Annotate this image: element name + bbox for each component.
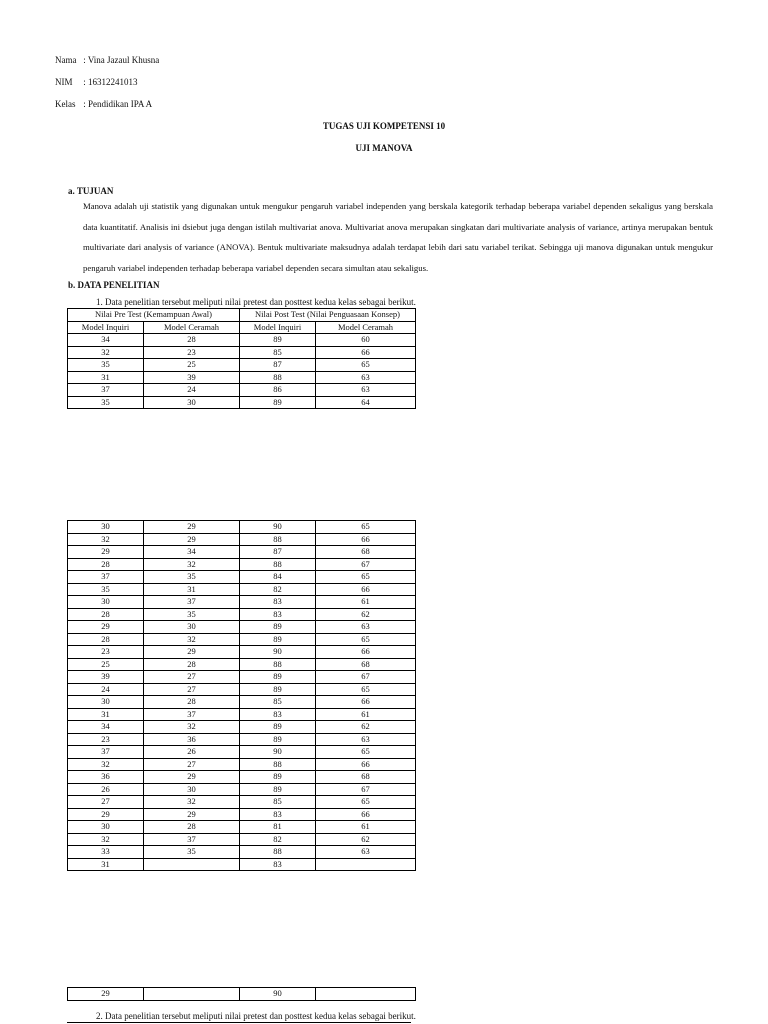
table-cell: 86 [240, 384, 316, 397]
table-cell: 66 [316, 758, 416, 771]
table-cell: 28 [144, 334, 240, 347]
table-cell: 89 [240, 733, 316, 746]
table-cell: 90 [240, 988, 316, 1001]
table-cell: 27 [68, 796, 144, 809]
table-cell: 30 [144, 783, 240, 796]
table-cell: 61 [316, 708, 416, 721]
table-cell: 37 [144, 708, 240, 721]
table-cell: 31 [68, 371, 144, 384]
table-cell: 89 [240, 721, 316, 734]
table-cell: 23 [144, 346, 240, 359]
table-cell: 29 [144, 771, 240, 784]
table-cell: 34 [144, 546, 240, 559]
table-cell: 32 [144, 796, 240, 809]
table-cell: 28 [144, 696, 240, 709]
table-cell: 84 [240, 571, 316, 584]
table-cell: 90 [240, 521, 316, 534]
table-cell: 29 [144, 521, 240, 534]
table-cell: 30 [144, 621, 240, 634]
table-cell: 63 [316, 384, 416, 397]
table-cell: 32 [68, 533, 144, 546]
table-cell [144, 858, 240, 871]
data-table-block-2 [67, 520, 416, 871]
table-row [68, 608, 416, 621]
table-cell: 33 [68, 846, 144, 859]
table-cell: 89 [240, 621, 316, 634]
table-cell: 26 [144, 746, 240, 759]
table-cell: 30 [68, 696, 144, 709]
table-cell: 24 [68, 683, 144, 696]
table-cell: 29 [144, 808, 240, 821]
table-row [68, 758, 416, 771]
table-row [68, 683, 416, 696]
table-cell: 89 [240, 671, 316, 684]
table-cell: 63 [316, 371, 416, 384]
table-cell: 32 [144, 558, 240, 571]
table-cell: 30 [68, 821, 144, 834]
table-cell: 65 [316, 683, 416, 696]
table-cell: 31 [68, 708, 144, 721]
table-cell: 27 [144, 758, 240, 771]
table-row [68, 621, 416, 634]
table-row [68, 771, 416, 784]
nama-value: : Vina Jazaul Khusna [83, 55, 160, 65]
table-cell: 32 [144, 633, 240, 646]
table-cell: 67 [316, 558, 416, 571]
table-row [68, 988, 416, 1001]
table-body [68, 334, 416, 409]
table-cell: 88 [240, 658, 316, 671]
section-b-item-2: 2. Data penelitian tersebut meliputi nilai pretest dan posttest kedua kelas sebagai berikut. [96, 1011, 416, 1021]
table-cell: 27 [144, 683, 240, 696]
table-cell: 37 [144, 596, 240, 609]
section-b-heading: b. DATA PENELITIAN [68, 280, 160, 290]
table-row [68, 359, 416, 372]
section-b-item-1: 1. Data penelitian tersebut meliputi nilai pretest dan posttest kedua kelas sebagai berikut. [96, 297, 416, 307]
table-cell: 63 [316, 846, 416, 859]
table-cell: 66 [316, 696, 416, 709]
table-cell: 35 [68, 359, 144, 372]
table-cell: 85 [240, 346, 316, 359]
table-cell: 90 [240, 646, 316, 659]
table-cell: 87 [240, 359, 316, 372]
table-row [68, 858, 416, 871]
table-cell: 29 [68, 621, 144, 634]
table-cell: 61 [316, 596, 416, 609]
page-title: TUGAS UJI KOMPETENSI 10 [322, 121, 446, 131]
table-row [68, 833, 416, 846]
table-row [68, 658, 416, 671]
table-cell: 88 [240, 371, 316, 384]
table-cell: 27 [144, 671, 240, 684]
posttest-group-header: Nilai Post Test (Nilai Penguasaan Konsep) [240, 309, 416, 322]
table-cell: 66 [316, 533, 416, 546]
table-cell: 37 [68, 571, 144, 584]
table-row [68, 846, 416, 859]
table-cell: 25 [68, 658, 144, 671]
table-cell: 68 [316, 658, 416, 671]
table-cell [316, 858, 416, 871]
table-cell: 35 [144, 846, 240, 859]
table-row [68, 583, 416, 596]
table-cell: 32 [144, 721, 240, 734]
table-cell [316, 988, 416, 1001]
table-cell: 28 [144, 658, 240, 671]
table-cell: 28 [68, 558, 144, 571]
table-row [68, 721, 416, 734]
table-cell: 36 [144, 733, 240, 746]
kelas-label: Kelas [55, 99, 76, 109]
nim-value: : 16312241013 [83, 77, 138, 87]
table-cell: 65 [316, 633, 416, 646]
table-cell: 65 [316, 796, 416, 809]
kelas-value: : Pendidikan IPA A [83, 99, 153, 109]
table-cell: 82 [240, 583, 316, 596]
table-cell: 32 [68, 758, 144, 771]
table-cell: 30 [68, 596, 144, 609]
identity-nama [55, 55, 159, 66]
table-cell: 83 [240, 858, 316, 871]
table-cell: 63 [316, 621, 416, 634]
table-cell: 29 [68, 808, 144, 821]
table-cell: 23 [68, 646, 144, 659]
pretest-group-header: Nilai Pre Test (Kemampuan Awal) [68, 309, 240, 322]
table-cell: 90 [240, 746, 316, 759]
table-cell: 35 [144, 571, 240, 584]
table-cell: 23 [68, 733, 144, 746]
table-cell: 25 [144, 359, 240, 372]
table-cell: 30 [68, 521, 144, 534]
table-row [68, 346, 416, 359]
table-cell: 88 [240, 558, 316, 571]
table-cell: 60 [316, 334, 416, 347]
table-cell [144, 988, 240, 1001]
table-row [68, 396, 416, 409]
table-cell: 61 [316, 821, 416, 834]
table-row [68, 334, 416, 347]
column-header: Model Inquiri [240, 321, 316, 334]
table-cell: 35 [68, 583, 144, 596]
data-table-block-3 [67, 987, 416, 1001]
table-cell: 30 [144, 396, 240, 409]
identity-kelas [55, 99, 152, 110]
table-row [68, 808, 416, 821]
table-cell: 34 [68, 334, 144, 347]
table-cell: 83 [240, 708, 316, 721]
table-cell: 88 [240, 533, 316, 546]
table-cell: 89 [240, 633, 316, 646]
table-cell: 39 [68, 671, 144, 684]
table-cell: 83 [240, 608, 316, 621]
table-row [68, 696, 416, 709]
table-row [68, 533, 416, 546]
table-cell: 65 [316, 359, 416, 372]
table-cell: 62 [316, 833, 416, 846]
identity-nim [55, 77, 138, 88]
table-row [68, 796, 416, 809]
column-header: Model Ceramah [144, 321, 240, 334]
table-cell: 66 [316, 646, 416, 659]
table-cell: 36 [68, 771, 144, 784]
table-cell: 26 [68, 783, 144, 796]
table-cell: 34 [68, 721, 144, 734]
table-cell: 68 [316, 546, 416, 559]
section-a-heading: a. TUJUAN [68, 186, 114, 196]
table-cell: 37 [144, 833, 240, 846]
table-cell: 29 [68, 988, 144, 1001]
table-row [68, 521, 416, 534]
table-cell: 63 [316, 733, 416, 746]
table-cell: 65 [316, 571, 416, 584]
table-cell: 88 [240, 846, 316, 859]
table-row [68, 546, 416, 559]
table-cell: 29 [144, 533, 240, 546]
table-body [68, 521, 416, 871]
table-cell: 89 [240, 683, 316, 696]
nim-label: NIM [55, 77, 73, 87]
table-row [68, 821, 416, 834]
table-row [68, 384, 416, 397]
section-a-paragraph: Manova adalah uji statistik yang digunakan untuk mengukur pengaruh variabel independen yang berskala kategorik terhadap beberapa variabel dependen sekaligus yang berskala data kuantitatif. Analisis ini dsiebut juga dengan istilah multivariat anova. Multivariat anova merupakan singkatan dari multivariate analysis of variance, artinya merupakan bentuk multivariate dari analysis of variance (ANOVA). Bentuk multivariate maksudnya adalah terdapat lebih dari satu variabel terikat. Sebingga uji manova digunakan untuk mengukur pengaruh variabel independen terhadap beberapa variabel dependen secara simultan atau sekaligus. [83, 201, 713, 273]
nama-label: Nama [55, 55, 77, 65]
table-cell: 32 [68, 833, 144, 846]
table-cell: 66 [316, 808, 416, 821]
column-header: Model Inquiri [68, 321, 144, 334]
table-cell: 28 [68, 608, 144, 621]
column-header: Model Ceramah [316, 321, 416, 334]
table-cell: 67 [316, 671, 416, 684]
data-table-block-1 [67, 308, 416, 409]
table-cell: 62 [316, 608, 416, 621]
table-row [68, 646, 416, 659]
table-cell: 81 [240, 821, 316, 834]
table-cell: 83 [240, 808, 316, 821]
table-cell: 66 [316, 583, 416, 596]
table-cell: 89 [240, 396, 316, 409]
table-row [68, 596, 416, 609]
table-row [68, 671, 416, 684]
table-cell: 29 [144, 646, 240, 659]
table-row [68, 571, 416, 584]
table-cell: 28 [144, 821, 240, 834]
table-cell: 66 [316, 346, 416, 359]
table-cell: 29 [68, 546, 144, 559]
table-cell: 39 [144, 371, 240, 384]
table-top-border [67, 1022, 411, 1023]
table-cell: 62 [316, 721, 416, 734]
table-cell: 28 [68, 633, 144, 646]
table-cell: 31 [144, 583, 240, 596]
table-cell: 89 [240, 783, 316, 796]
table-cell: 65 [316, 746, 416, 759]
table-cell: 37 [68, 384, 144, 397]
table-cell: 87 [240, 546, 316, 559]
table-cell: 65 [316, 521, 416, 534]
table-row [68, 371, 416, 384]
table-row [68, 633, 416, 646]
table-cell: 31 [68, 858, 144, 871]
table-cell: 82 [240, 833, 316, 846]
table-cell: 32 [68, 346, 144, 359]
table-row [68, 783, 416, 796]
table-cell: 37 [68, 746, 144, 759]
page-subtitle: UJI MANOVA [355, 143, 413, 153]
table-cell: 85 [240, 796, 316, 809]
table-cell: 83 [240, 596, 316, 609]
table-cell: 88 [240, 758, 316, 771]
table-cell: 35 [144, 608, 240, 621]
table-cell: 85 [240, 696, 316, 709]
table-row [68, 746, 416, 759]
table-cell: 24 [144, 384, 240, 397]
table-row [68, 708, 416, 721]
table-cell: 89 [240, 334, 316, 347]
table-cell: 64 [316, 396, 416, 409]
table-body [68, 988, 416, 1001]
table-row [68, 733, 416, 746]
table-cell: 89 [240, 771, 316, 784]
table-cell: 35 [68, 396, 144, 409]
table-row [68, 558, 416, 571]
table-cell: 67 [316, 783, 416, 796]
table-cell: 68 [316, 771, 416, 784]
